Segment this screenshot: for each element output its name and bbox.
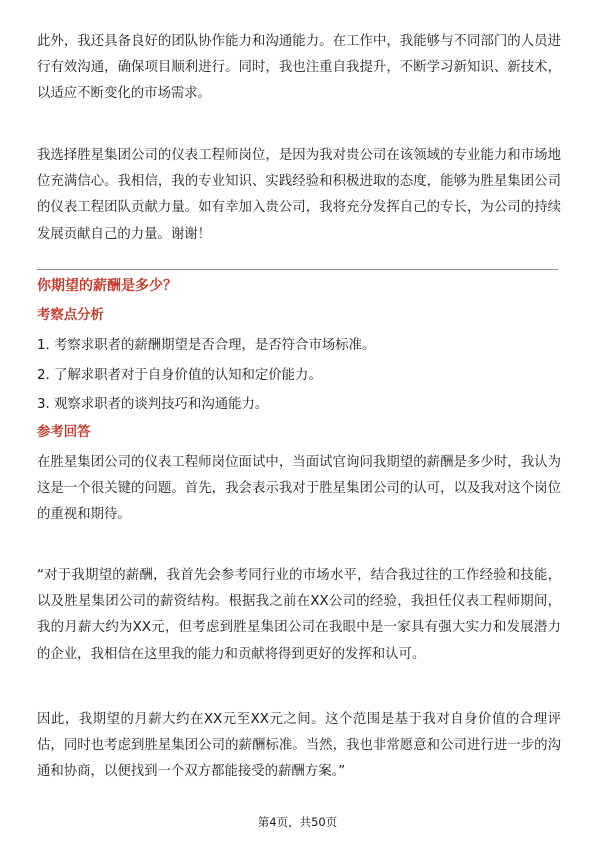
- analysis-point: 3. 观察求职者的谈判技巧和沟通能力。: [37, 397, 269, 412]
- section-divider: [37, 269, 558, 270]
- analysis-heading: 考察点分析: [37, 308, 104, 323]
- analysis-points: [37, 331, 561, 420]
- analysis-point: 2. 了解求职者对于自身价值的认知和定价能力。: [37, 367, 322, 383]
- answer-paragraph-2: “对于我期望的薪酬，我首先会参考同行业的市场水平，结合我过往的工作经验和技能，以及胜星集团公司的薪资结构。根据我之前在XX公司的经验，我担任仪表工程师期间，我的月薪大约为XX元，但考虑到胜星集团公司在我眼中是一家具有强大实力和发展潜力的企业，我相信在这里我的能力和贡献将得到更好的发挥和认可。: [37, 568, 561, 662]
- question-title: 你期望的薪酬是多少？: [37, 278, 177, 294]
- page-number: 第4页，共50页: [257, 815, 338, 829]
- intro-paragraph-2: 我选择胜星集团公司的仪表工程师岗位，是因为我对贵公司在该领域的专业能力和市场地位充满信心。我相信，我的专业知识、实践经验和积极进取的态度，能够为胜星集团公司的仪表工程团队贡献力量。如有幸加入贵公司，我将充分发挥自己的专长，为公司的持续发展贡献自己的力量。谢谢！: [37, 148, 561, 242]
- intro-paragraph-1: 此外，我还具备良好的团队协作能力和沟通能力。在工作中，我能够与不同部门的人员进行有效沟通，确保项目顺利进行。同时，我也注重自我提升，不断学习新知识、新技术，以适应不断变化的市场需求。: [37, 34, 561, 102]
- answer-paragraph-3: 因此，我期望的月薪大约在XX元至XX元之间。这个范围是基于我对自身价值的合理评估，同时也考虑到胜星集团公司的薪酬标准。当然，我也非常愿意和公司进行进一步的沟通和协商，以便找到一个双方都能接受的薪酬方案。”: [37, 712, 561, 780]
- analysis-point: 1. 考察求职者的薪酬期望是否合理，是否符合市场标准。: [37, 338, 376, 353]
- answer-paragraph-1: 在胜星集团公司的仪表工程师岗位面试中，当面试官询问我期望的薪酬是多少时，我认为这是一个很关键的问题。首先，我会表示我对于胜星集团公司的认可，以及我对这个岗位的重视和期待。: [37, 455, 561, 523]
- answer-heading: 参考回答: [37, 425, 91, 440]
